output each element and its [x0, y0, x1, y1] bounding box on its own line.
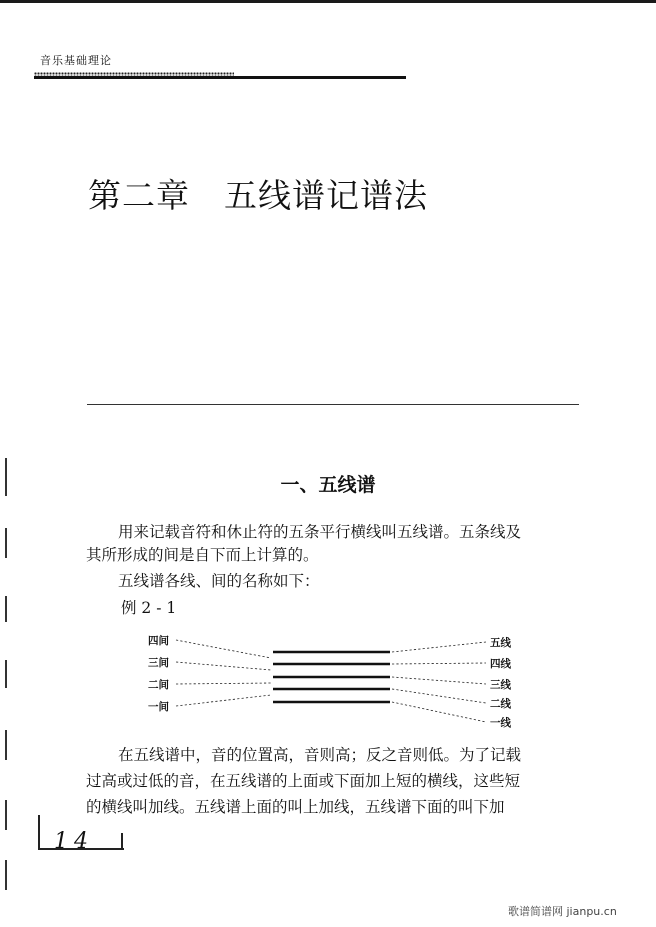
- header-rule: [34, 76, 406, 79]
- page-number: 14: [54, 829, 94, 854]
- page-number-bracket: [38, 815, 40, 850]
- section-divider: [87, 404, 579, 405]
- line-label: 一线: [490, 717, 511, 729]
- line-label: 五线: [490, 637, 511, 649]
- space-label: 四间: [148, 635, 169, 647]
- line-label: 四线: [490, 658, 511, 670]
- paragraph-line: 其所形成的间是自下而上计算的。: [86, 546, 319, 564]
- margin-bar: [5, 800, 7, 830]
- margin-bar: [5, 528, 7, 558]
- example-label: 例 2 - 1: [121, 599, 177, 617]
- section-heading: 一、五线谱: [280, 474, 376, 496]
- staff-diagram: [140, 630, 530, 735]
- line-label: 三线: [490, 679, 511, 691]
- watermark: 歌谱简谱网 jianpu.cn: [508, 905, 617, 918]
- page-number-bracket: [121, 833, 123, 850]
- paragraph-line: 过高或过低的音，在五线谱的上面或下面加上短的横线，这些短: [86, 772, 521, 790]
- chapter-title: 第二章 五线谱记谱法: [88, 176, 428, 215]
- top-border: [0, 0, 656, 3]
- space-label: 二间: [148, 679, 169, 691]
- paragraph-line: 的横线叫加线。五线谱上面的叫上加线，五线谱下面的叫下加: [86, 798, 505, 816]
- margin-bar: [5, 860, 7, 890]
- line-label: 二线: [490, 698, 511, 710]
- paragraph-line: 用来记载音符和休止符的五条平行横线叫五线谱。五条线及: [118, 523, 522, 541]
- margin-bar: [5, 730, 7, 760]
- margin-bar: [5, 660, 7, 688]
- space-label: 三间: [148, 657, 169, 669]
- margin-bar: [5, 596, 7, 622]
- paragraph-line: 五线谱各线、间的名称如下：: [118, 572, 320, 590]
- paragraph-line: 在五线谱中，音的位置高，音则高；反之音则低。为了记载: [118, 746, 522, 764]
- running-header: 音乐基础理论: [40, 54, 112, 67]
- space-label: 一间: [148, 701, 169, 713]
